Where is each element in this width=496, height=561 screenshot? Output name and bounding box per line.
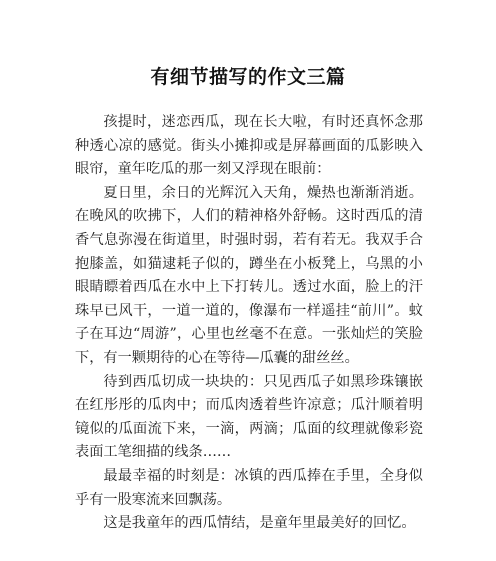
- paragraph-2: 夏日里，余日的光辉沉入天角，燥热也渐渐消逝。在晚风的吹拂下，人们的精神格外舒畅。这时西瓜的清香气息弥漫在街道里，时强时弱，若有若无。我双手合抱膝盖，如猫逮耗子似的，蹲坐在小板凳上，乌黑的小眼睛瞟着西瓜在水中上下打转儿。透过水面，脸上的汗珠早已风干，一道一道的，像瀑布一样遥挂“前川”。蚊子在耳边“周游”，心里也丝毫不在意。一张灿烂的笑脸下，有一颗期待的心在等待—瓜囊的甜丝丝。: [75, 184, 423, 366]
- paragraph-3: 待到西瓜切成一块块的：只见西瓜子如黑珍珠镶嵌在红彤彤的瓜肉中；而瓜肉透着些许凉意；瓜汁顺着明镜似的瓜面流下来，一滴，两滴；瓜面的纹理就像彩瓷表面工笔细描的线条……: [75, 373, 423, 461]
- document-title: 有细节描写的作文三篇: [150, 66, 346, 88]
- document-body: [75, 111, 423, 536]
- paragraph-5: 这是我童年的西瓜情结，是童年里最美好的回忆。: [103, 515, 416, 532]
- paragraph-4: 最最幸福的时刻是：冰镇的西瓜捧在手里，全身似乎有一股寒流来回飘荡。: [75, 467, 423, 508]
- paragraph-1: 孩提时，迷恋西瓜，现在长大啦，有时还真怀念那种透心凉的感觉。街头小摊抑或是屏幕画面的瓜影映入眼帘，童年吃瓜的那一刻又浮现在眼前：: [75, 114, 423, 178]
